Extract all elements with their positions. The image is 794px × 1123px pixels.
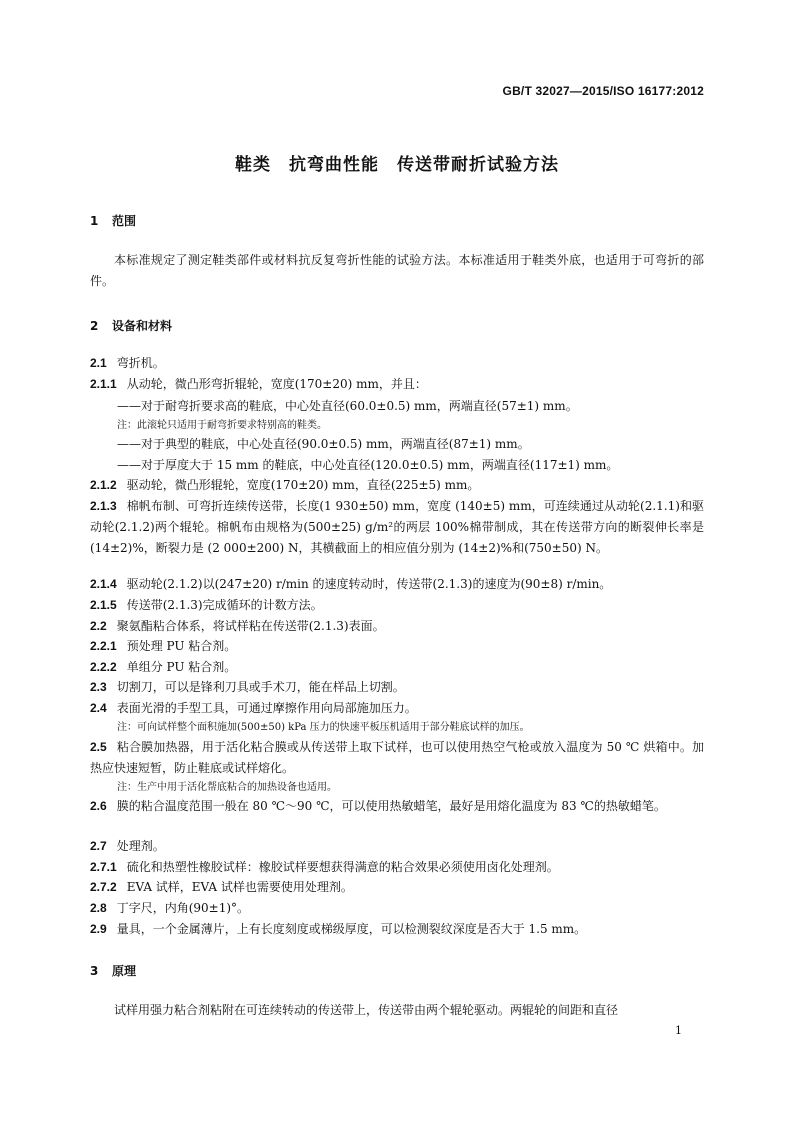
clause-2-1-1 xyxy=(90,374,704,395)
clause-number: 2.2.1 xyxy=(90,639,117,653)
clause-2-2-2 xyxy=(90,657,704,678)
standard-code: GB/T 32027—2015/ISO 16177:2012 xyxy=(502,84,704,98)
dash-item-3: ——对于厚度大于 15 mm 的鞋底，中心处直径(120.0±0.5) mm，两端直径(117±1) mm。 xyxy=(117,458,619,472)
clause-text: 丁字尺，内角(90±1)°。 xyxy=(116,901,250,915)
note-2: 注：可向试样整个面积施加(500±50) kPa 压力的快速平板压机适用于部分鞋底试样的加压。 xyxy=(117,722,530,733)
clause-number: 2.4 xyxy=(90,701,107,715)
page-number: 1 xyxy=(675,1024,682,1037)
note-3: 注：生产中用于活化帮底粘合的加热设备也适用。 xyxy=(117,782,337,793)
clause-text: 粘合膜加热器，用于活化粘合膜或从传送带上取下试样，也可以使用热空气枪或放入温度为 50 ℃ 烘箱中。加热应快速短暂，防止鞋底或试样熔化。 xyxy=(90,740,704,775)
clause-text: 预处理 PU 粘合剂。 xyxy=(126,639,237,653)
note-1: 注：此滚轮只适用于耐弯折要求特别高的鞋类。 xyxy=(117,420,327,431)
clause-text: 单组分 PU 粘合剂。 xyxy=(126,660,237,674)
clause-text: 硫化和热塑性橡胶试样：橡胶试样要想获得满意的粘合效果必须使用卤化处理剂。 xyxy=(126,860,559,874)
clause-number: 2.6 xyxy=(90,799,107,813)
clause-number: 2.8 xyxy=(90,901,107,915)
section-title: 原理 xyxy=(112,964,137,978)
clause-2-2 xyxy=(90,616,704,637)
clause-2-5 xyxy=(90,737,704,779)
clause-2-2-1 xyxy=(90,636,704,657)
clause-text: 驱动轮，微凸形辊轮，宽度(170±20) mm，直径(225±5) mm。 xyxy=(126,478,480,492)
clause-text: 切割刀，可以是锋利刀具或手术刀，能在样品上切割。 xyxy=(116,680,405,694)
section-1-heading xyxy=(90,212,136,229)
clause-2-1-3 xyxy=(90,496,704,559)
clause-number: 2.7.2 xyxy=(90,880,117,894)
clause-number: 2.7.1 xyxy=(90,860,117,874)
clause-2-7-2 xyxy=(90,877,704,898)
clause-number: 2.1.4 xyxy=(90,577,117,591)
clause-text: 聚氨酯粘合体系，将试样粘在传送带(2.1.3)表面。 xyxy=(116,619,385,633)
clause-2-6 xyxy=(90,796,704,817)
clause-2-1-2 xyxy=(90,475,704,496)
clause-2-8 xyxy=(90,898,704,919)
section-3-heading xyxy=(90,962,136,979)
clause-number: 2.1 xyxy=(90,356,107,370)
section-1-paragraph: 本标准规定了测定鞋类部件或材料抗反复弯折性能的试验方法。本标准适用于鞋类外底，也适用于可弯折的部件。 xyxy=(90,253,704,288)
section-title: 范围 xyxy=(112,214,137,228)
section-2-heading xyxy=(90,317,172,334)
clause-2-3 xyxy=(90,677,704,698)
clause-2-4 xyxy=(90,698,704,719)
section-number: 3 xyxy=(90,964,99,978)
section-number: 1 xyxy=(90,214,99,228)
dash-item-1: ——对于耐弯折要求高的鞋底，中心处直径(60.0±0.5) mm，两端直径(57±1) mm。 xyxy=(117,399,578,413)
clause-number: 2.2 xyxy=(90,619,107,633)
clause-number: 2.1.2 xyxy=(90,478,117,492)
clause-number: 2.7 xyxy=(90,839,107,853)
clause-2-1-4 xyxy=(90,574,704,595)
clause-text: 弯折机。 xyxy=(116,356,165,370)
clause-text: 棉帆布制、可弯折连续传送带，长度(1 930±50) mm，宽度 (140±5) mm，可连续通过从动轮(2.1.1)和驱动轮(2.1.2)两个辊轮。棉帆布由规格为(500±25) g/m²的两层 100%棉带制成，其在传送带方向的断裂伸长率是(14±2)%，断裂力是 (2 000±200) N，其横截面上的相应值分别为 (14±2)%和(750±50) N。 xyxy=(90,499,704,555)
clause-text: 量具，一个金属薄片，上有长度刻度或梯级厚度，可以检测裂纹深度是否大于 1.5 mm。 xyxy=(116,922,587,936)
clause-text: 从动轮，微凸形弯折辊轮，宽度(170±20) mm，并且： xyxy=(126,377,427,391)
clause-2-7 xyxy=(90,836,704,857)
clause-number: 2.1.1 xyxy=(90,377,117,391)
dash-item-2: ——对于典型的鞋底，中心处直径(90.0±0.5) mm，两端直径(87±1) mm。 xyxy=(117,437,530,451)
clause-number: 2.9 xyxy=(90,922,107,936)
section-number: 2 xyxy=(90,319,99,333)
clause-number: 2.2.2 xyxy=(90,660,117,674)
clause-2-1-5 xyxy=(90,595,704,616)
clause-number: 2.1.3 xyxy=(90,499,117,513)
clause-text: 膜的粘合温度范围一般在 80 ℃～90 ℃，可以使用热敏蜡笔，最好是用熔化温度为 83 ℃的热敏蜡笔。 xyxy=(116,799,666,813)
clause-text: 传送带(2.1.3)完成循环的计数方法。 xyxy=(126,598,323,612)
clause-2-1 xyxy=(90,353,704,374)
section-3-paragraph: 试样用强力粘合剂粘附在可连续转动的传送带上，传送带由两个辊轮驱动。两辊轮的间距和直径 xyxy=(114,1003,619,1017)
clause-text: EVA 试样，EVA 试样也需要使用处理剂。 xyxy=(126,880,353,894)
document-title: 鞋类 抗弯曲性能 传送带耐折试验方法 xyxy=(235,155,559,175)
clause-2-7-1 xyxy=(90,857,704,878)
clause-number: 2.5 xyxy=(90,740,107,754)
clause-text: 处理剂。 xyxy=(116,839,165,853)
clause-2-9 xyxy=(90,919,704,940)
clause-text: 表面光滑的手型工具，可通过摩擦作用向局部施加压力。 xyxy=(116,701,417,715)
clause-text: 驱动轮(2.1.2)以(247±20) r/min 的速度转动时，传送带(2.1.3)的速度为(90±8) r/min。 xyxy=(126,577,612,591)
section-title: 设备和材料 xyxy=(112,319,173,333)
clause-number: 2.3 xyxy=(90,680,107,694)
clause-number: 2.1.5 xyxy=(90,598,117,612)
